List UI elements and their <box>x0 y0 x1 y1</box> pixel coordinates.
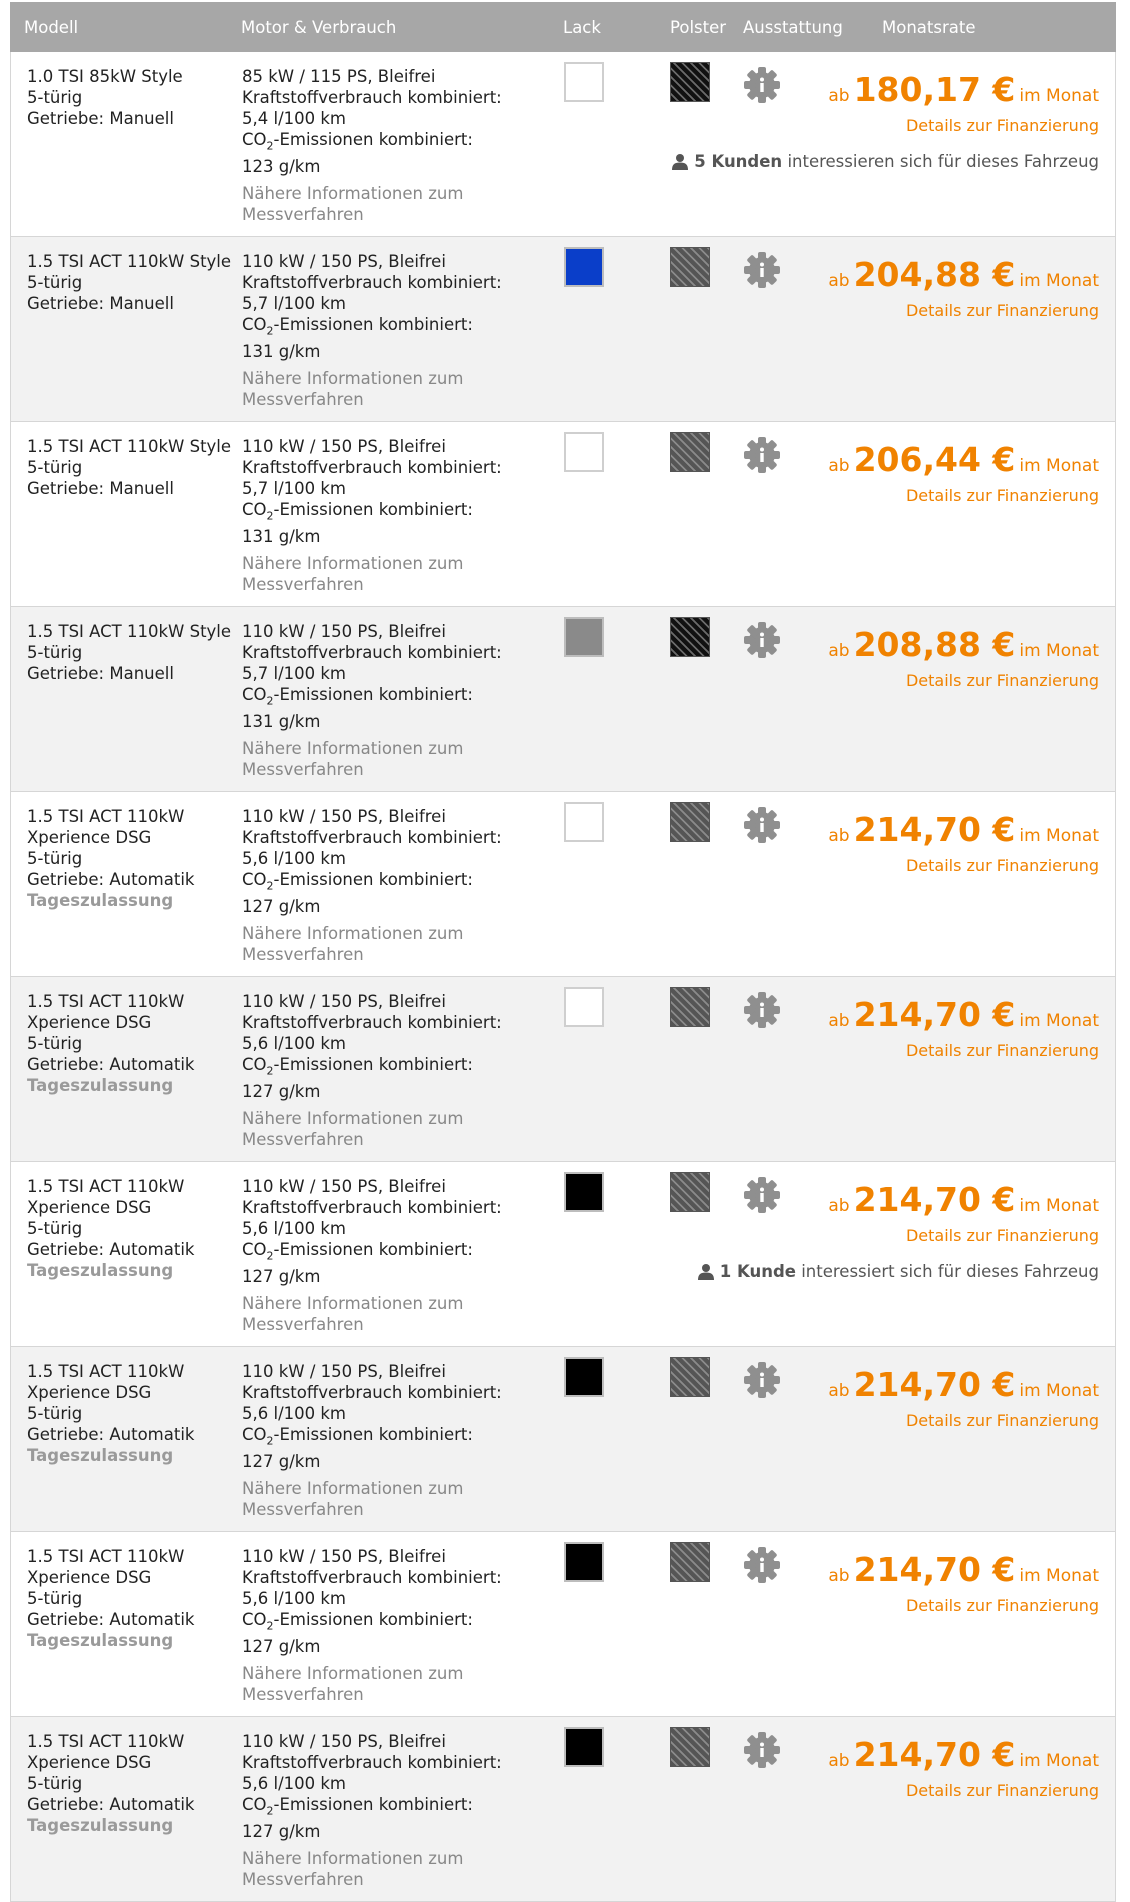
polster-swatch[interactable] <box>670 1357 710 1397</box>
co2-label: $CO_2$-Emissionen kombiniert: <box>242 130 473 153</box>
person-icon <box>672 153 688 170</box>
financing-details-link[interactable]: Details zur Finanzierung <box>905 486 1099 505</box>
consumption-value: 5,7 l/100 km <box>242 664 346 683</box>
financing-details-link[interactable]: Details zur Finanzierung <box>905 116 1099 135</box>
equipment-gear-icon[interactable] <box>741 1729 783 1771</box>
co2-label: $CO_2$-Emissionen kombiniert: <box>242 1795 473 1818</box>
model-line: 1.5 TSI ACT 110kW Style <box>27 622 232 641</box>
consumption-value: 5,6 l/100 km <box>242 1219 346 1238</box>
table-row[interactable] <box>10 1717 1116 1902</box>
equipment-gear-icon[interactable] <box>741 434 783 476</box>
table-header <box>10 2 1116 52</box>
co2-value: 127 g/km <box>242 1822 321 1842</box>
consumption-label: Kraftstoffverbrauch kombiniert: <box>242 458 502 477</box>
tageszulassung-label: Tageszulassung <box>27 1261 174 1280</box>
model-line: Getriebe: Manuell <box>27 109 174 128</box>
motor-cell <box>242 1546 542 1705</box>
consumption-label: Kraftstoffverbrauch kombiniert: <box>242 1753 502 1772</box>
model-line: 1.5 TSI ACT 110kW <box>27 992 185 1011</box>
financing-details-link[interactable]: Details zur Finanzierung <box>905 301 1099 320</box>
motor-cell <box>242 806 542 965</box>
tageszulassung-label: Tageszulassung <box>27 1446 174 1465</box>
power-text: 110 kW / 150 PS, Bleifrei <box>242 1732 446 1751</box>
lack-color-swatch[interactable] <box>564 1542 604 1582</box>
table-row[interactable] <box>10 792 1116 977</box>
model-cell <box>27 806 242 911</box>
consumption-label: Kraftstoffverbrauch kombiniert: <box>242 1198 502 1217</box>
price-amount: 206,44 <box>853 440 981 479</box>
co2-label: $CO_2$-Emissionen kombiniert: <box>242 1425 473 1448</box>
person-icon <box>698 1263 714 1280</box>
power-text: 110 kW / 150 PS, Bleifrei <box>242 1547 446 1566</box>
measurement-info-link[interactable]: Nähere Informationen zum Messverfahren <box>242 1849 464 1890</box>
co2-value: 131 g/km <box>242 712 321 732</box>
header-ausstattung: Ausstattung <box>743 18 843 37</box>
co2-value: 131 g/km <box>242 342 321 362</box>
tageszulassung-label: Tageszulassung <box>27 891 174 910</box>
lack-color-swatch[interactable] <box>564 62 604 102</box>
model-cell <box>27 1361 242 1466</box>
financing-details-link[interactable]: Details zur Finanzierung <box>905 1781 1099 1800</box>
financing-details-link[interactable]: Details zur Finanzierung <box>905 1226 1099 1245</box>
co2-label: $CO_2$-Emissionen kombiniert: <box>242 315 473 338</box>
model-line: Getriebe: Automatik <box>27 1425 195 1444</box>
model-line: Getriebe: Automatik <box>27 1610 195 1629</box>
measurement-info-link[interactable]: Nähere Informationen zum Messverfahren <box>242 1294 464 1335</box>
co2-value: 127 g/km <box>242 1267 321 1287</box>
power-text: 110 kW / 150 PS, Bleifrei <box>242 622 446 641</box>
model-line: 1.0 TSI 85kW Style <box>27 67 183 86</box>
consumption-value: 5,6 l/100 km <box>242 1404 346 1423</box>
interest-note <box>698 1262 1099 1281</box>
model-line: 1.5 TSI ACT 110kW <box>27 807 185 826</box>
polster-swatch[interactable] <box>670 1542 710 1582</box>
model-line: Getriebe: Automatik <box>27 1240 195 1259</box>
model-line: 5-türig <box>27 458 83 477</box>
polster-swatch[interactable] <box>670 802 710 842</box>
model-line: Getriebe: Manuell <box>27 664 174 683</box>
header-motor: Motor & Verbrauch <box>241 18 397 37</box>
model-cell <box>27 1731 242 1836</box>
price-amount: 214,70 <box>853 1180 981 1219</box>
model-line: Getriebe: Manuell <box>27 479 174 498</box>
monthly-rate: ab 180,17 € im Monat <box>828 70 1099 109</box>
model-line: 5-türig <box>27 273 83 292</box>
power-text: 110 kW / 150 PS, Bleifrei <box>242 1177 446 1196</box>
equipment-gear-icon[interactable] <box>741 1174 783 1216</box>
table-row[interactable] <box>10 52 1116 237</box>
motor-cell <box>242 991 542 1150</box>
monthly-rate: ab 214,70 € im Monat <box>828 1180 1099 1219</box>
co2-label: $CO_2$-Emissionen kombiniert: <box>242 1240 473 1263</box>
consumption-label: Kraftstoffverbrauch kombiniert: <box>242 1383 502 1402</box>
consumption-value: 5,7 l/100 km <box>242 294 346 313</box>
model-line: Getriebe: Automatik <box>27 870 195 889</box>
price-amount: 208,88 <box>853 625 981 664</box>
power-text: 110 kW / 150 PS, Bleifrei <box>242 992 446 1011</box>
interest-text: interessieren sich für dieses Fahrzeug <box>787 152 1099 171</box>
co2-value: 127 g/km <box>242 1452 321 1472</box>
co2-value: 127 g/km <box>242 1082 321 1102</box>
model-cell <box>27 1176 242 1281</box>
table-row[interactable] <box>10 237 1116 422</box>
motor-cell <box>242 436 542 595</box>
interest-note <box>672 152 1099 171</box>
monthly-rate: ab 204,88 € im Monat <box>828 255 1099 294</box>
model-line: 5-türig <box>27 1404 83 1423</box>
model-line: 1.5 TSI ACT 110kW <box>27 1177 185 1196</box>
table-row[interactable] <box>10 1532 1116 1717</box>
lack-color-swatch[interactable] <box>564 247 604 287</box>
monthly-rate: ab 214,70 € im Monat <box>828 1365 1099 1404</box>
consumption-value: 5,6 l/100 km <box>242 1589 346 1608</box>
equipment-gear-icon[interactable] <box>741 989 783 1031</box>
tageszulassung-label: Tageszulassung <box>27 1076 174 1095</box>
table-row[interactable] <box>10 1347 1116 1532</box>
co2-label: $CO_2$-Emissionen kombiniert: <box>242 870 473 893</box>
equipment-gear-icon[interactable] <box>741 64 783 106</box>
co2-value: 127 g/km <box>242 1637 321 1657</box>
power-text: 110 kW / 150 PS, Bleifrei <box>242 807 446 826</box>
equipment-gear-icon[interactable] <box>741 249 783 291</box>
model-line: 5-türig <box>27 643 83 662</box>
polster-swatch[interactable] <box>670 617 710 657</box>
monthly-rate: ab 214,70 € im Monat <box>828 810 1099 849</box>
model-line: 1.5 TSI ACT 110kW <box>27 1547 185 1566</box>
equipment-gear-icon[interactable] <box>741 1359 783 1401</box>
consumption-value: 5,4 l/100 km <box>242 109 346 128</box>
polster-swatch[interactable] <box>670 1172 710 1212</box>
motor-cell <box>242 251 542 410</box>
header-polster: Polster <box>670 18 727 37</box>
model-cell <box>27 621 242 684</box>
lack-color-swatch[interactable] <box>564 432 604 472</box>
price-amount: 214,70 <box>853 810 981 849</box>
polster-swatch[interactable] <box>670 1727 710 1767</box>
model-line: Xperience DSG <box>27 1753 152 1772</box>
monthly-rate: ab 206,44 € im Monat <box>828 440 1099 479</box>
financing-details-link[interactable]: Details zur Finanzierung <box>905 1041 1099 1060</box>
lack-color-swatch[interactable] <box>564 987 604 1027</box>
model-line: Xperience DSG <box>27 1568 152 1587</box>
price-amount: 214,70 <box>853 1550 981 1589</box>
table-row[interactable] <box>10 607 1116 792</box>
header-monatsrate: Monatsrate <box>882 18 976 37</box>
model-line: Getriebe: Automatik <box>27 1055 195 1074</box>
polster-swatch[interactable] <box>670 247 710 287</box>
model-cell <box>27 251 242 314</box>
measurement-info-link[interactable]: Nähere Informationen zum Messverfahren <box>242 739 464 780</box>
equipment-gear-icon[interactable] <box>741 619 783 661</box>
consumption-label: Kraftstoffverbrauch kombiniert: <box>242 273 502 292</box>
measurement-info-link[interactable]: Nähere Informationen zum Messverfahren <box>242 1664 464 1705</box>
table-row[interactable] <box>10 422 1116 607</box>
co2-label: $CO_2$-Emissionen kombiniert: <box>242 1610 473 1633</box>
financing-details-link[interactable]: Details zur Finanzierung <box>905 1596 1099 1615</box>
header-modell: Modell <box>24 18 79 37</box>
consumption-label: Kraftstoffverbrauch kombiniert: <box>242 1013 502 1032</box>
model-cell <box>27 436 242 499</box>
model-line: Getriebe: Manuell <box>27 294 174 313</box>
measurement-info-link[interactable]: Nähere Informationen zum Messverfahren <box>242 1479 464 1520</box>
polster-swatch[interactable] <box>670 987 710 1027</box>
lack-color-swatch[interactable] <box>564 1357 604 1397</box>
power-text: 110 kW / 150 PS, Bleifrei <box>242 252 446 271</box>
model-line: 5-türig <box>27 88 83 107</box>
monthly-rate: ab 214,70 € im Monat <box>828 995 1099 1034</box>
model-cell <box>27 991 242 1096</box>
price-amount: 214,70 <box>853 1365 981 1404</box>
model-line: 5-türig <box>27 1034 83 1053</box>
measurement-info-link[interactable]: Nähere Informationen zum Messverfahren <box>242 184 464 225</box>
model-line: 1.5 TSI ACT 110kW <box>27 1362 185 1381</box>
co2-label: $CO_2$-Emissionen kombiniert: <box>242 685 473 708</box>
financing-details-link[interactable]: Details zur Finanzierung <box>905 856 1099 875</box>
co2-value: 123 g/km <box>242 157 321 177</box>
tageszulassung-label: Tageszulassung <box>27 1816 174 1835</box>
motor-cell <box>242 1176 542 1335</box>
model-line: Xperience DSG <box>27 1198 152 1217</box>
measurement-info-link[interactable]: Nähere Informationen zum Messverfahren <box>242 554 464 595</box>
table-row[interactable] <box>10 1162 1116 1347</box>
consumption-label: Kraftstoffverbrauch kombiniert: <box>242 643 502 662</box>
consumption-value: 5,7 l/100 km <box>242 479 346 498</box>
polster-swatch[interactable] <box>670 62 710 102</box>
co2-label: $CO_2$-Emissionen kombiniert: <box>242 500 473 523</box>
equipment-gear-icon[interactable] <box>741 1544 783 1586</box>
lack-color-swatch[interactable] <box>564 802 604 842</box>
power-text: 110 kW / 150 PS, Bleifrei <box>242 1362 446 1381</box>
interest-text: interessiert sich für dieses Fahrzeug <box>801 1262 1099 1281</box>
model-line: Getriebe: Automatik <box>27 1795 195 1814</box>
model-line: 5-türig <box>27 1219 83 1238</box>
measurement-info-link[interactable]: Nähere Informationen zum Messverfahren <box>242 1109 464 1150</box>
monthly-rate: ab 214,70 € im Monat <box>828 1735 1099 1774</box>
lack-color-swatch[interactable] <box>564 1172 604 1212</box>
price-amount: 214,70 <box>853 1735 981 1774</box>
interest-count: 1 Kunde <box>719 1262 796 1281</box>
interest-count: 5 Kunden <box>694 152 783 171</box>
price-amount: 214,70 <box>853 995 981 1034</box>
model-line: Xperience DSG <box>27 828 152 847</box>
co2-value: 127 g/km <box>242 897 321 917</box>
price-amount: 204,88 <box>853 255 981 294</box>
lack-color-swatch[interactable] <box>564 1727 604 1767</box>
model-line: 1.5 TSI ACT 110kW Style <box>27 437 232 456</box>
financing-details-link[interactable]: Details zur Finanzierung <box>905 671 1099 690</box>
measurement-info-link[interactable]: Nähere Informationen zum Messverfahren <box>242 369 464 410</box>
model-line: 1.5 TSI ACT 110kW <box>27 1732 185 1751</box>
co2-value: 131 g/km <box>242 527 321 547</box>
consumption-value: 5,6 l/100 km <box>242 849 346 868</box>
monthly-rate: ab 208,88 € im Monat <box>828 625 1099 664</box>
table-body <box>10 52 1116 1902</box>
vehicle-offer-table <box>10 2 1116 1902</box>
co2-label: $CO_2$-Emissionen kombiniert: <box>242 1055 473 1078</box>
consumption-label: Kraftstoffverbrauch kombiniert: <box>242 828 502 847</box>
motor-cell <box>242 621 542 780</box>
power-text: 85 kW / 115 PS, Bleifrei <box>242 67 436 86</box>
polster-swatch[interactable] <box>670 432 710 472</box>
lack-color-swatch[interactable] <box>564 617 604 657</box>
model-cell <box>27 1546 242 1651</box>
motor-cell <box>242 66 542 225</box>
consumption-value: 5,6 l/100 km <box>242 1774 346 1793</box>
motor-cell <box>242 1731 542 1890</box>
model-line: Xperience DSG <box>27 1383 152 1402</box>
equipment-gear-icon[interactable] <box>741 804 783 846</box>
model-line: 5-türig <box>27 1774 83 1793</box>
tageszulassung-label: Tageszulassung <box>27 1631 174 1650</box>
consumption-value: 5,6 l/100 km <box>242 1034 346 1053</box>
model-cell <box>27 66 242 129</box>
consumption-label: Kraftstoffverbrauch kombiniert: <box>242 1568 502 1587</box>
model-line: Xperience DSG <box>27 1013 152 1032</box>
monthly-rate: ab 214,70 € im Monat <box>828 1550 1099 1589</box>
consumption-label: Kraftstoffverbrauch kombiniert: <box>242 88 502 107</box>
model-line: 5-türig <box>27 849 83 868</box>
header-lack: Lack <box>563 18 601 37</box>
price-amount: 180,17 <box>853 70 981 109</box>
motor-cell <box>242 1361 542 1520</box>
power-text: 110 kW / 150 PS, Bleifrei <box>242 437 446 456</box>
model-line: 5-türig <box>27 1589 83 1608</box>
table-row[interactable] <box>10 977 1116 1162</box>
measurement-info-link[interactable]: Nähere Informationen zum Messverfahren <box>242 924 464 965</box>
model-line: 1.5 TSI ACT 110kW Style <box>27 252 232 271</box>
financing-details-link[interactable]: Details zur Finanzierung <box>905 1411 1099 1430</box>
